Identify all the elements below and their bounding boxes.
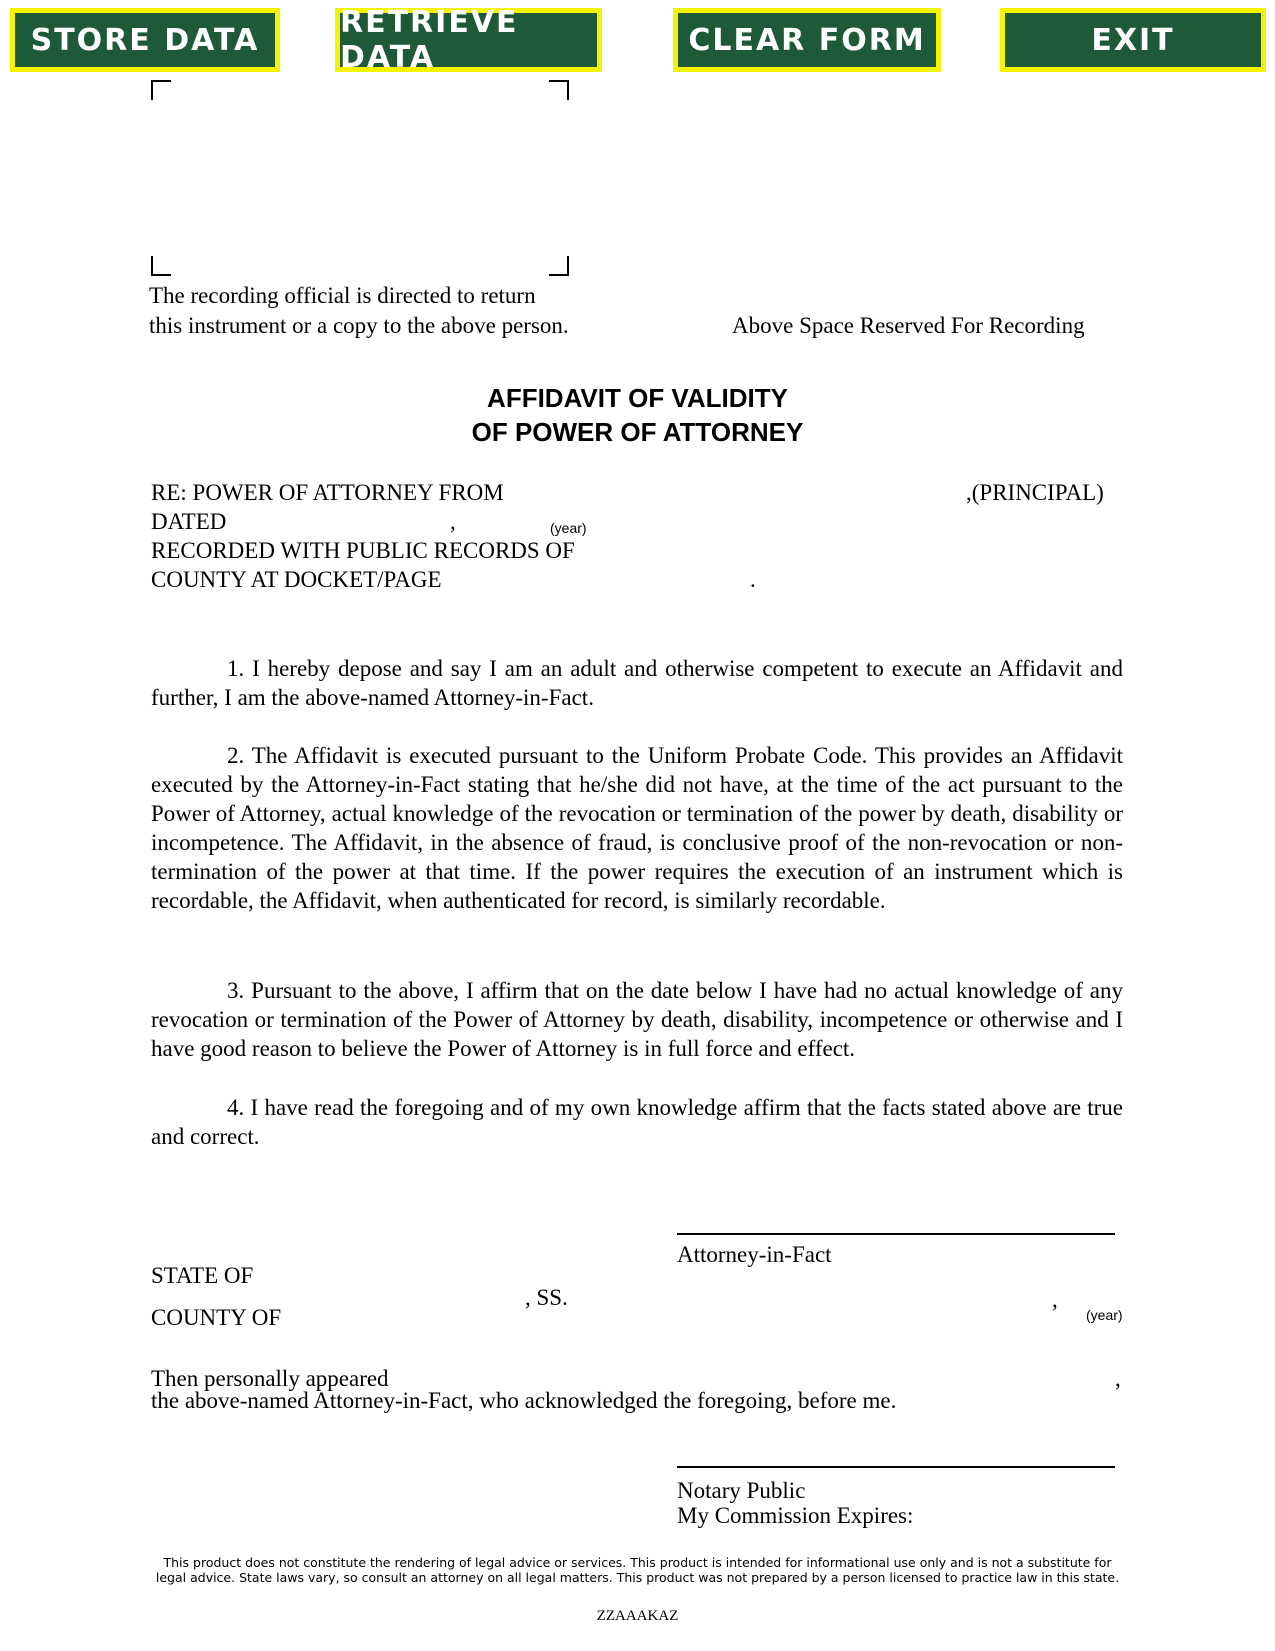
docket-period: . <box>750 567 756 592</box>
dated-year-hint: (year) <box>550 520 587 536</box>
form-code: ZZAAAKAZ <box>596 1608 679 1624</box>
recorded-label: RECORDED WITH PUBLIC RECORDS OF <box>151 538 575 563</box>
address-box-corner-top-right <box>549 80 569 100</box>
notary-public-label: Notary Public <box>677 1478 806 1503</box>
appeared-name-field[interactable] <box>420 1364 1110 1388</box>
retrieve-data-button[interactable]: RETRIEVE DATA <box>335 8 602 72</box>
county-of-label: COUNTY OF <box>151 1305 282 1330</box>
dated-comma: , <box>450 509 456 534</box>
paragraph-3: 3. Pursuant to the above, I affirm that on the date below I have had no actual knowledge of any revocation or termination of the Power of Attorney by death, disability, incompetence or otherwise and I have good reason to believe the Power of Attorney is in full force and effect. <box>151 978 1123 1061</box>
dated-month-day-field[interactable] <box>236 507 446 535</box>
commission-expires-field[interactable] <box>940 1501 1115 1529</box>
personally-appeared-label: Then personally appeared <box>151 1366 389 1391</box>
paragraph-2: 2. The Affidavit is executed pursuant to the Uniform Probate Code. This provides an Affidavit executed by the Attorney-in-Fact stating that he/she did not have, at the time of the act pursuant to the Power of Attorney, actual knowledge of the revocation or termination of the power by death, disability or incompetence. The Affidavit, in the absence of fraud, is conclusive proof of the non-revocation or non-termination of the power at that time. If the power requires the execution of an instrument which is recordable, the Affidavit, when authenticated for record, is similarly recordable. <box>151 743 1123 913</box>
state-of-label: STATE OF <box>151 1263 254 1288</box>
document-title-line1: AFFIDAVIT OF VALIDITY <box>487 383 788 413</box>
disclaimer-line2: legal advice. State laws vary, so consult an attorney on all legal matters. This product was not prepared by a person licensed to practice law in this state. <box>155 1570 1120 1585</box>
principal-label: ,(PRINCIPAL) <box>966 480 1104 505</box>
dated-label: DATED <box>151 509 227 534</box>
return-address-field[interactable] <box>160 90 548 260</box>
appeared-comma: , <box>1115 1366 1121 1391</box>
docket-page-field[interactable] <box>470 565 750 593</box>
acknowledgment-year-hint: (year) <box>1086 1307 1123 1323</box>
attorney-signature-line <box>677 1233 1115 1235</box>
acknowledgment-date-comma: , <box>1052 1287 1058 1312</box>
commission-expires-label: My Commission Expires: <box>677 1503 914 1528</box>
acknowledgment-date-field[interactable] <box>677 1285 1052 1313</box>
principal-name-field[interactable] <box>550 478 960 506</box>
store-data-button[interactable]: STORE DATA <box>10 8 280 72</box>
county-field[interactable] <box>300 1303 520 1331</box>
paragraph-1: 1. I hereby depose and say I am an adult and otherwise competent to execute an Affidavit and further, I am the above-named Attorney-in-Fact. <box>151 656 1123 710</box>
return-instruction-line1: The recording official is directed to return <box>149 283 536 308</box>
acknowledged-text: the above-named Attorney-in-Fact, who acknowledged the foregoing, before me. <box>151 1388 897 1413</box>
notary-signature-line <box>677 1466 1115 1468</box>
county-docket-label: COUNTY AT DOCKET/PAGE <box>151 567 442 592</box>
state-field[interactable] <box>270 1261 520 1289</box>
address-box-corner-bottom-right <box>549 256 569 276</box>
exit-button[interactable]: EXIT <box>1000 8 1266 72</box>
disclaimer-line1: This product does not constitute the rendering of legal advice or services. This product is intended for informational use only and is not a substitute for <box>163 1555 1112 1570</box>
document-title-line2: OF POWER OF ATTORNEY <box>471 417 804 447</box>
recording-space-label: Above Space Reserved For Recording <box>732 313 1085 338</box>
clear-form-button[interactable]: CLEAR FORM <box>673 8 941 72</box>
ss-label: , SS. <box>525 1285 568 1310</box>
return-instruction-line2: this instrument or a copy to the above person. <box>149 313 569 338</box>
paragraph-4: 4. I have read the foregoing and of my own knowledge affirm that the facts stated above are true and correct. <box>151 1095 1123 1149</box>
attorney-in-fact-label: Attorney-in-Fact <box>677 1242 832 1267</box>
re-from-label: RE: POWER OF ATTORNEY FROM <box>151 480 504 505</box>
